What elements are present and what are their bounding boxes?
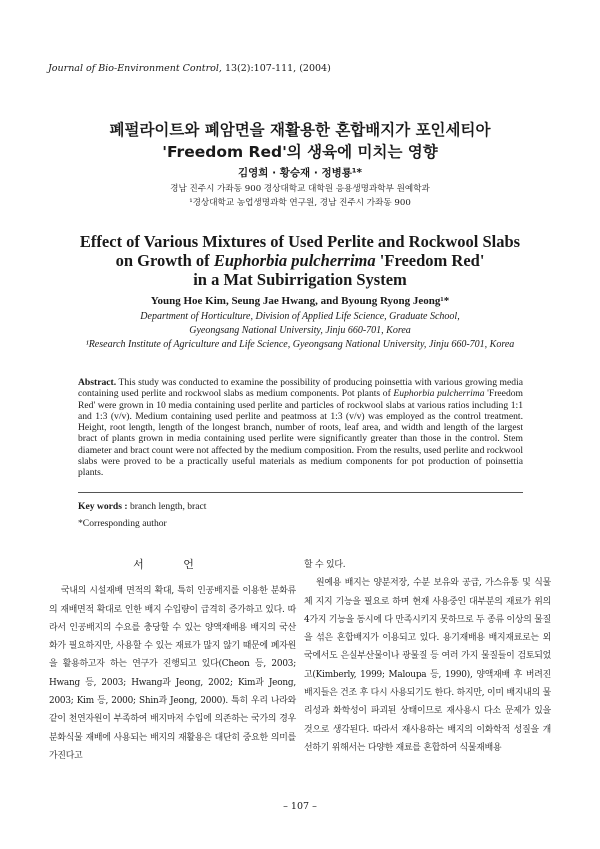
abstract-text-2: 'Freedom Red' were grown in 10 media containing used perlite and particles of rockwool slabs at various ratios including 1:1 and 1:3 (v/v). Medium containing used perlite and peatmoss at 1:3 (v/v) was employed as the control treatment. Height, root length, length of the longest branch, number of roots, leaf area, and width and length of the largest bract of plants grown in media containing used perlite were significantly greater than those in the control. Stem diameter and bract count were not affected by the medium composition. From the results, used perlite and rockwool slabs were proved to be a practically useful materials as medium components for pot production of poinsettia plants. — [78, 388, 524, 479]
english-title-line-3: in a Mat Subirrigation System — [193, 270, 407, 289]
left-column-paragraph-1: 국내의 시설재배 면적의 확대, 특히 인공배지를 이용한 분화류의 재배면적 확대로 인한 배지 수입량이 급격히 증가하고 있다. 따라서 인공배지의 수요를 충당할 수 있는 양액재배용 배지의 국산화가 필요하지만, 사용할 수 있는 재료가 많지 않기 때문에 폐자원을 활용하고자 하는 연구가 진행되고 있다(Cheon 등, 2003; Hwang 등, 2003; Hwang과 Jeong, 2002; Kim과 Jeong, 2003; Kim 등, 2000; Shin과 Jeong, 2000). 특히 우리 나라와 같이 천연자원이 부족하여 배지마저 수입에 의존하는 국가의 경우 분화식물 재배에 사용되는 배지의 재활용은 대단히 중요한 의미를 가진다고 — [49, 586, 296, 761]
right-column — [304, 556, 551, 757]
journal-volume: 13(2):107-111, (2004) — [224, 63, 331, 74]
korean-authors: 김영희 · 황승재 · 정병룡¹* — [238, 167, 362, 179]
keywords-label: Key words : — [78, 501, 128, 512]
english-title-line-2-post: 'Freedom Red' — [375, 251, 485, 270]
english-title-line-2 — [0, 251, 600, 270]
journal-name: Journal of Bio-Environment Control, — [48, 63, 222, 74]
english-title-line-2-pre: on Growth of — [115, 251, 214, 270]
english-affiliation-3: ¹Research Institute of Agriculture and Life Science, Gyeongsang National University, Jinju 660-701, Korea — [85, 339, 515, 350]
english-title-line-1: Effect of Various Mixtures of Used Perlite and Rockwool Slabs — [79, 232, 521, 251]
english-title-species: Euphorbia pulcherrima — [213, 251, 376, 270]
abstract-species: Euphorbia pulcherrima — [393, 388, 485, 400]
korean-affiliation-2: ¹경상대학교 농업생명과학 연구원, 경남 진주시 가좌동 900 — [189, 198, 411, 208]
right-column-paragraph-1: 원예용 배지는 양분저장, 수분 보유와 공급, 가스유통 및 식물체 지지 기능을 필요로 하며 현재 사용중인 대부분의 재료가 위의 4가지 기능을 동시에 다 만족시키지 못하므로 두 종류 이상의 물질을 섞은 혼합배지가 이용되고 있다. 용기재배용 배지재료로는 외국에서도 은실부산물이나 광물질 등 여러 가지 물질들이 검토되었고(Kimberly, 1999; Maloupa 등, 1990), 양액재배 후 버려진 배지들은 건조 후 다시 사용되기도 한다. 하지만, 이미 배지내의 물리성과 화학성이 파괴된 상태이므로 재사용시 다소 문제가 있을 것으로 생각된다. 따라서 재사용하는 배지의 이화학적 성질을 개선하기 위해서는 다양한 재료를 혼합하여 식물재배용 — [304, 578, 551, 753]
english-affiliation-1: Department of Horticulture, Division of Applied Life Science, Graduate School, — [140, 311, 460, 322]
korean-title-line-2: 'Freedom Red'의 생육에 미치는 영향 — [162, 143, 438, 161]
section-title: 서 언 — [133, 558, 212, 571]
english-affiliation-2: Gyeongsang National University, Jinju 660-701, Korea — [189, 325, 411, 336]
right-column-continuation: 할 수 있다. — [304, 560, 346, 570]
korean-affiliation-1: 경남 진주시 가좌동 900 경상대학교 대학원 응용생명과학부 원예학과 — [170, 184, 430, 194]
left-column — [49, 556, 296, 765]
english-authors: Young Hoe Kim, Seung Jae Hwang, and Byoung Ryong Jeong¹* — [150, 295, 450, 307]
page-number: – 107 – — [283, 801, 317, 812]
abstract-label: Abstract. — [78, 377, 117, 388]
corresponding-author-note: *Corresponding author — [78, 518, 167, 529]
abstract-divider — [78, 492, 523, 493]
abstract — [78, 377, 523, 479]
abstract-text-1: This study was conducted to examine the possibility of producing poinsettia with various growing media containing used perlite and rockwool slabs as medium components. Pot plants of — [78, 377, 523, 400]
keywords — [78, 501, 206, 512]
korean-title-line-1: 폐펄라이트와 폐암면을 재활용한 혼합배지가 포인세티아 — [109, 121, 491, 139]
journal-citation — [48, 63, 331, 74]
keywords-value: branch length, bract — [129, 501, 207, 512]
